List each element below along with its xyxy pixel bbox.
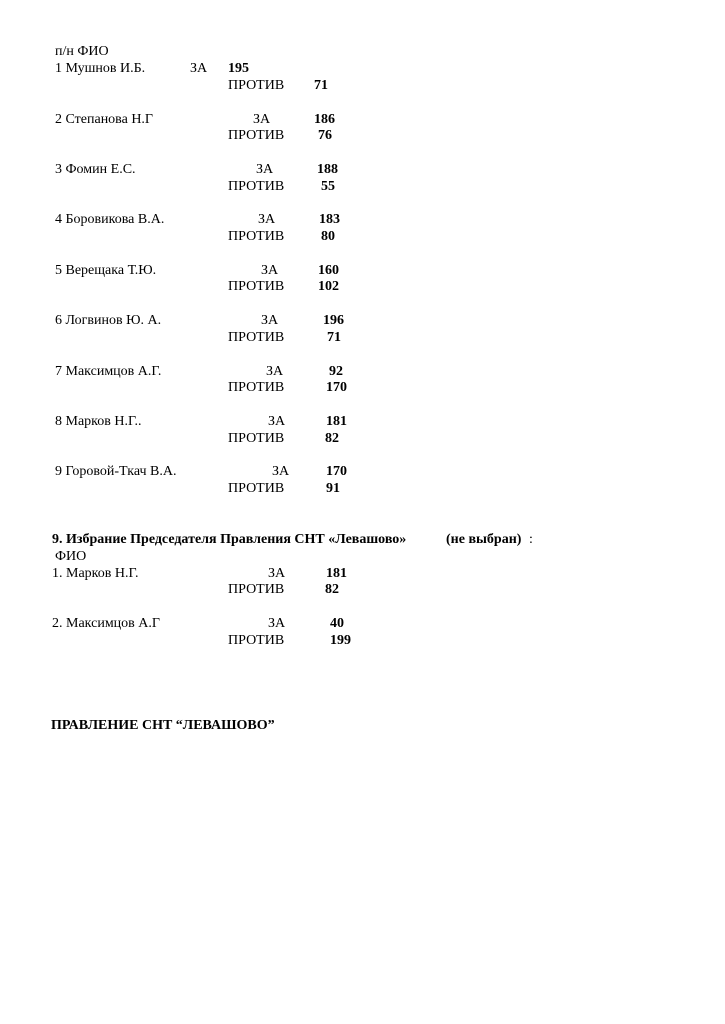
candidate-8-za-label: ЗА <box>268 414 286 429</box>
candidate-4-name: 4 Боровикова В.А. <box>55 212 165 227</box>
candidate-3-name: 3 Фомин Е.С. <box>55 162 136 177</box>
candidate-4-za-value: 183 <box>319 212 340 227</box>
candidate-2-protiv-label: ПРОТИВ <box>228 128 285 143</box>
candidate-9-za-value: 170 <box>326 464 347 479</box>
chairman-candidate-2-protiv-value: 199 <box>330 633 351 648</box>
chairman-heading-colon: : <box>529 532 533 547</box>
chairman-candidate-2-protiv-label: ПРОТИВ <box>228 633 285 648</box>
candidate-1-za-label: ЗА <box>190 61 208 76</box>
candidate-3-za-value: 188 <box>317 162 338 177</box>
candidate-7-za-value: 92 <box>329 364 343 379</box>
chairman-candidate-1-protiv-label: ПРОТИВ <box>228 582 285 597</box>
candidate-8-name: 8 Марков Н.Г.. <box>55 414 142 429</box>
chairman-candidate-2-za-label: ЗА <box>268 616 286 631</box>
board-signature: ПРАВЛЕНИЕ СНТ “ЛЕВАШОВО” <box>51 718 275 733</box>
candidate-1-name: 1 Мушнов И.Б. <box>55 61 146 76</box>
candidate-2-za-value: 186 <box>314 112 335 127</box>
candidate-7-protiv-label: ПРОТИВ <box>228 380 285 395</box>
candidate-7-za-label: ЗА <box>266 364 284 379</box>
candidate-6-protiv-value: 71 <box>327 330 341 345</box>
candidate-5-za-label: ЗА <box>261 263 279 278</box>
candidate-3-za-label: ЗА <box>256 162 274 177</box>
candidate-8-protiv-value: 82 <box>325 431 339 446</box>
candidate-2-za-label: ЗА <box>253 112 271 127</box>
candidate-3-protiv-label: ПРОТИВ <box>228 179 285 194</box>
candidate-5-name: 5 Верещака Т.Ю. <box>55 263 157 278</box>
chairman-candidate-1-za-label: ЗА <box>268 566 286 581</box>
chairman-candidate-2-za-value: 40 <box>330 616 344 631</box>
chairman-fio-label: ФИО <box>55 549 87 564</box>
candidate-6-za-value: 196 <box>323 313 344 328</box>
candidate-7-protiv-value: 170 <box>326 380 347 395</box>
chairman-candidate-1-protiv-value: 82 <box>325 582 339 597</box>
chairman-heading: 9. Избрание Председателя Правления СНТ «Левашово» <box>52 532 407 547</box>
candidate-5-protiv-value: 102 <box>318 279 339 294</box>
candidate-4-za-label: ЗА <box>258 212 276 227</box>
candidate-9-protiv-label: ПРОТИВ <box>228 481 285 496</box>
candidate-9-protiv-value: 91 <box>326 481 340 496</box>
chairman-candidate-1-name: 1. Марков Н.Г. <box>52 566 139 581</box>
chairman-status: (не выбран) <box>446 532 522 547</box>
candidate-3-protiv-value: 55 <box>321 179 335 194</box>
candidate-2-protiv-value: 76 <box>318 128 332 143</box>
candidate-4-protiv-value: 80 <box>321 229 335 244</box>
candidate-9-za-label: ЗА <box>272 464 290 479</box>
candidate-6-name: 6 Логвинов Ю. А. <box>55 313 162 328</box>
table-header: п/н ФИО <box>55 44 109 59</box>
candidate-5-za-value: 160 <box>318 263 339 278</box>
candidate-8-za-value: 181 <box>326 414 347 429</box>
candidate-1-protiv-value: 71 <box>314 78 328 93</box>
candidate-5-protiv-label: ПРОТИВ <box>228 279 285 294</box>
chairman-candidate-1-za-value: 181 <box>326 566 347 581</box>
candidate-7-name: 7 Максимцов А.Г. <box>55 364 162 379</box>
chairman-candidate-2-name: 2. Максимцов А.Г <box>52 616 160 631</box>
candidate-4-protiv-label: ПРОТИВ <box>228 229 285 244</box>
candidate-8-protiv-label: ПРОТИВ <box>228 431 285 446</box>
candidate-1-protiv-label: ПРОТИВ <box>228 78 285 93</box>
candidate-6-za-label: ЗА <box>261 313 279 328</box>
candidate-9-name: 9 Горовой-Ткач В.А. <box>55 464 177 479</box>
candidate-2-name: 2 Степанова Н.Г <box>55 112 154 127</box>
candidate-6-protiv-label: ПРОТИВ <box>228 330 285 345</box>
candidate-1-za-value: 195 <box>228 61 249 76</box>
